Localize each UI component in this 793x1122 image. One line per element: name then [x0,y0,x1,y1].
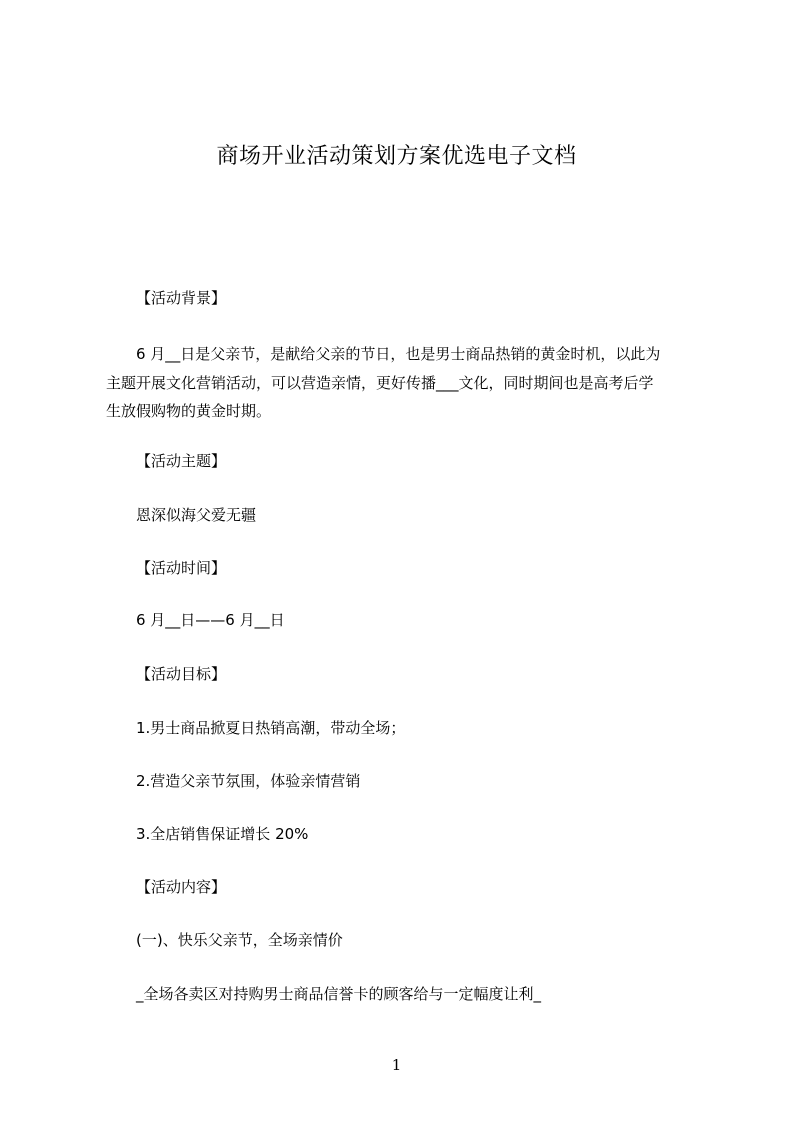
document-title: 商场开业活动策划方案优选电子文档 [216,144,577,169]
goal-item-2: 2.营造父亲节氛围，体验亲情营销 [136,772,361,790]
heading-time: 【活动时间】 [136,559,227,577]
heading-goals: 【活动目标】 [136,665,227,683]
background-paragraph-line-2: 主题开展文化营销活动，可以营造亲情，更好传播___文化，同时期间也是高考后学 [106,374,654,392]
content-item-1-detail: _全场各卖区对持购男士商品信誉卡的顾客给与一定幅度让利_ [136,985,542,1003]
page-number: 1 [391,1056,402,1074]
goal-item-1: 1.男士商品掀夏日热销高潮，带动全场； [136,719,406,737]
background-paragraph-line-1: 6 月__日是父亲节，是献给父亲的节日，也是男士商品热销的黄金时机，以此为 [136,345,661,363]
heading-content: 【活动内容】 [136,878,227,896]
goal-item-3: 3.全店销售保证增长 20% [136,825,309,843]
content-item-1: (一)、快乐父亲节，全场亲情价 [136,931,343,949]
theme-text: 恩深似海父爱无疆 [136,506,257,524]
heading-theme: 【活动主题】 [136,452,227,470]
background-paragraph-line-3: 生放假购物的黄金时期。 [106,402,272,420]
heading-background: 【活动背景】 [136,289,227,307]
time-text: 6 月__日——6 月__日 [136,611,285,629]
